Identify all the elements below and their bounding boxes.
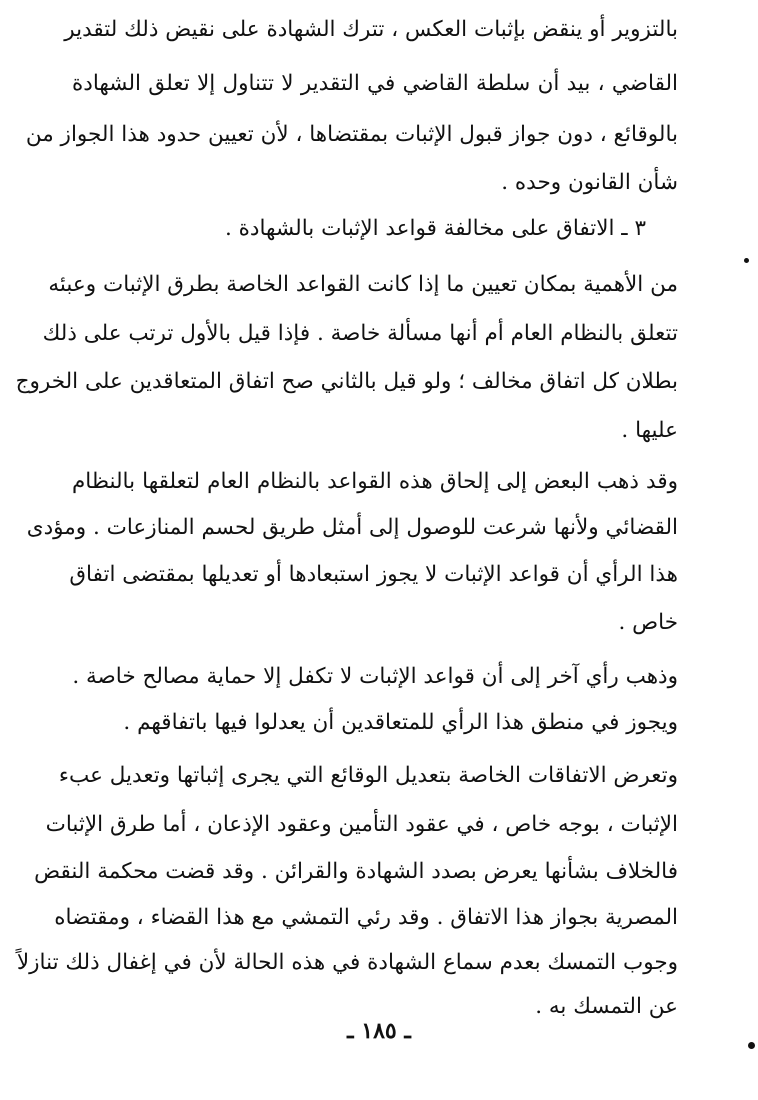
text-line: المصرية بجواز هذا الاتفاق . وقد رئي التمشي مع هذا القضاء ، ومقتضاه (54, 905, 678, 930)
text-line: وجوب التمسك بعدم سماع الشهادة في هذه الحالة لأن في إغفال ذلك تنازلاً (16, 950, 678, 975)
scan-speck (748, 1042, 755, 1049)
text-line: ويجوز في منطق هذا الرأي للمتعاقدين أن يعدلوا فيها باتفاقهم . (123, 710, 678, 735)
text-line: القضائي ولأنها شرعت للوصول إلى أمثل طريق لحسم المنازعات . ومؤدى (26, 515, 678, 540)
text-line: بالتزوير أو ينقض بإثبات العكس ، تترك الشهادة على نقيض ذلك لتقدير (64, 17, 678, 42)
text-line: بالوقائع ، دون جواز قبول الإثبات بمقتضاها ، لأن تعيين حدود هذا الجواز من (25, 122, 678, 147)
text-line: وذهب رأي آخر إلى أن قواعد الإثبات لا تكفل إلا حماية مصالح خاصة . (72, 664, 678, 689)
text-line: هذا الرأي أن قواعد الإثبات لا يجوز استبعادها أو تعديلها بمقتضى اتفاق (69, 562, 678, 587)
text-line: عليها . (621, 418, 678, 443)
text-line: القاضي ، بيد أن سلطة القاضي في التقدير لا تتناول إلا تعلق الشهادة (72, 71, 678, 96)
text-line: وقد ذهب البعض إلى إلحاق هذه القواعد بالنظام العام لتعلقها بالنظام (72, 469, 678, 494)
text-line: وتعرض الاتفاقات الخاصة بتعديل الوقائع التي يجرى إثباتها وتعديل عبء (58, 763, 678, 788)
text-line: شأن القانون وحده . (501, 170, 678, 195)
text-line: بطلان كل اتفاق مخالف ؛ ولو قيل بالثاني صح اتفاق المتعاقدين على الخروج (15, 369, 678, 394)
section-heading: ٣ ـ الاتفاق على مخالفة قواعد الإثبات بالشهادة . (225, 216, 646, 241)
text-line: الإثبات ، بوجه خاص ، في عقود التأمين وعقود الإذعان ، أما طرق الإثبات (45, 812, 678, 837)
page-number: ـ ١٨٥ ـ (347, 1018, 411, 1044)
text-line: فالخلاف بشأنها يعرض بصدد الشهادة والقرائن . وقد قضت محكمة النقض (34, 859, 678, 884)
text-line: من الأهمية بمكان تعيين ما إذا كانت القواعد الخاصة بطرق الإثبات وعبئه (48, 272, 678, 297)
text-line: خاص . (618, 610, 678, 635)
text-line: تتعلق بالنظام العام أم أنها مسألة خاصة . فإذا قيل بالأول ترتب على ذلك (42, 321, 678, 346)
scan-speck (744, 258, 749, 263)
text-line: عن التمسك به . (535, 994, 678, 1019)
